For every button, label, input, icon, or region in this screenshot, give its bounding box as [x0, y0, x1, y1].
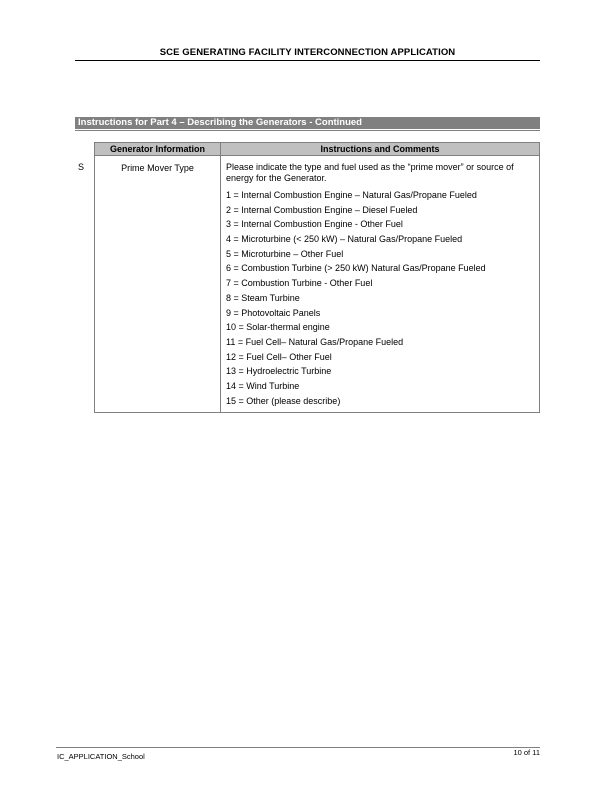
- list-item: 9 = Photovoltaic Panels: [226, 307, 321, 318]
- table-header-row: [95, 143, 540, 156]
- list-item: 12 = Fuel Cell– Other Fuel: [226, 351, 332, 362]
- page-header-title: SCE GENERATING FACILITY INTERCONNECTION APPLICATION: [159, 47, 456, 58]
- column-header-instructions: Instructions and Comments: [221, 143, 540, 156]
- list-item: 10 = Solar-thermal engine: [226, 322, 330, 333]
- generator-instructions-table: [94, 142, 540, 413]
- row-letter: S: [78, 162, 85, 172]
- instructions-cell: [221, 156, 540, 413]
- column-header-generator-information: Generator Information: [95, 143, 221, 156]
- instructions-intro: Please indicate the type and fuel used as the “prime mover” or source of energy for the Generator.: [226, 162, 514, 183]
- list-item: 13 = Hydroelectric Turbine: [226, 366, 332, 377]
- header-divider: [75, 60, 540, 61]
- footer-divider: [56, 747, 540, 748]
- instructions-content: [221, 156, 539, 412]
- list-item: 5 = Microturbine – Other Fuel: [226, 248, 344, 259]
- list-item: 11 = Fuel Cell– Natural Gas/Propane Fueled: [226, 336, 404, 347]
- prime-mover-code-list: [226, 188, 535, 408]
- table-row: [95, 156, 540, 413]
- list-item: 6 = Combustion Turbine (> 250 kW) Natural Gas/Propane Fueled: [226, 263, 486, 274]
- list-item: 7 = Combustion Turbine - Other Fuel: [226, 278, 373, 289]
- footer-page-number: 10 of 11: [513, 748, 540, 757]
- footer-document-id: IC_APPLICATION_School: [57, 752, 145, 761]
- list-item: 14 = Wind Turbine: [226, 380, 300, 391]
- list-item: 1 = Internal Combustion Engine – Natural Gas/Propane Fueled: [226, 190, 477, 200]
- list-item: 15 = Other (please describe): [226, 395, 341, 406]
- list-item: 8 = Steam Turbine: [226, 292, 300, 303]
- list-item: 3 = Internal Combustion Engine - Other Fuel: [226, 219, 403, 230]
- list-item: 4 = Microturbine (< 250 kW) – Natural Gas/Propane Fueled: [226, 234, 463, 245]
- section-title-bar: Instructions for Part 4 – Describing the Generators - Continued: [75, 117, 540, 129]
- list-item: 2 = Internal Combustion Engine – Diesel Fueled: [226, 204, 418, 215]
- section-divider: [75, 130, 540, 131]
- generator-info-cell: [95, 156, 221, 413]
- prime-mover-type-label: Prime Mover Type: [121, 163, 194, 173]
